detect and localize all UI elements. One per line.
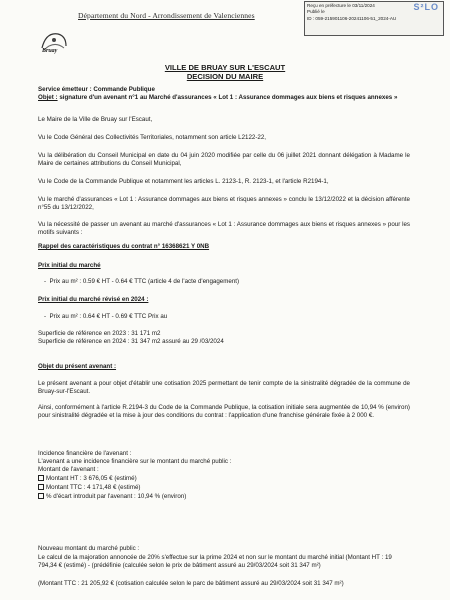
objet-line xyxy=(38,94,410,102)
objet-avenant-p1: Le présent avenant a pour objet d'établir une cotisation 2025 permettant de tenir compte de la sinistralité dégradée de la commune de Bruay-sur-l'Escaut. xyxy=(38,380,410,396)
objet-avenant-p2: Ainsi, conformément à l'article R.2194-3 du Code de la Commande Publique, la cotisation initiale sera augmentée de 10,94 % (environ) pour sinistralité dégradée et la mise à jour des conditions du contrat : l'application d'une franchise générale fixée à 2 000 €. xyxy=(38,404,410,420)
prefecture-stamp xyxy=(304,1,444,36)
superficie-2023: Superficie de référence en 2023 : 31 171 m2 xyxy=(38,330,161,337)
vu-4: Vu le marché d'assurances « Lot 1 : Assurance dommages aux biens et risques annexes » conclu le 13/12/2022 et la décision afférente n°55 du 13/12/2022, xyxy=(38,196,410,212)
incidence-ht-value: Montant HT : 3 676,05 € (estimé) xyxy=(46,475,137,482)
mayor-intro: Le Maire de la Ville de Bruay sur l'Escaut, xyxy=(38,116,153,123)
vu-3: Vu le Code de la Commande Publique et notamment les articles L. 2123-1, R. 2123-1, et l'article R2194-1, xyxy=(38,178,329,185)
incidence-pct-value: % d'écart introduit par l'avenant : 10,94 % (environ) xyxy=(46,493,187,500)
decision-title: DECISION DU MAIRE xyxy=(186,72,264,81)
service-emitter: Service émetteur : Commande Publique xyxy=(38,86,155,93)
incidence-item-ttc xyxy=(38,484,140,492)
vu-1: Vu le Code Général des Collectivités Territoriales, notamment son article L2122-22, xyxy=(38,134,267,141)
city-title: VILLE DE BRUAY SUR L'ESCAUT xyxy=(164,63,286,72)
checkbox-icon xyxy=(38,493,44,499)
incidence-line2: Montant de l'avenant : xyxy=(38,466,99,473)
prix-revise-heading: Prix initial du marché révisé en 2024 : xyxy=(38,296,149,303)
objet-text: signature d'un avenant n°1 au Marché d'assurances « Lot 1 : Assurance dommages aux biens et risques annexes » xyxy=(59,94,398,101)
prix-revise-value: Prix au m² : 0.64 € HT - 0.69 € TTC Prix au xyxy=(49,313,168,320)
checkbox-icon xyxy=(38,484,44,490)
rappel-heading: Rappel des caractéristiques du contrat n° 16368621 Y 0NB xyxy=(38,243,210,250)
objet-avenant-heading: Objet du présent avenant : xyxy=(38,363,117,370)
stamp-published: Publié le xyxy=(307,9,325,15)
vu-2: Vu la délibération du Conseil Municipal en date du 04 juin 2020 modifiée par celle du 06 juillet 2021 donnant délégation à Madame le Maire de certaines attributions du Conseil Municipal, xyxy=(38,152,410,168)
prix-revise-line: - Prix au m² : 0.64 € HT - 0.69 € TTC Prix au xyxy=(44,313,168,320)
prix-initial-line: - Prix au m² : 0.59 € HT - 0.64 € TTC (article 4 de l'acte d'engagement) xyxy=(44,278,240,285)
logo-text: Bruay xyxy=(42,48,58,54)
stamp-received: Reçu en préfecture le 03/11/2024 xyxy=(307,3,375,8)
objet-label: Objet : xyxy=(38,94,58,101)
incidence-item-pct xyxy=(38,493,186,501)
nouveau-p2: (Montant TTC : 21 205,92 € (cotisation calculée selon le parc de bâtiment assuré au 29/03/2024 soit 31 347 m²) xyxy=(38,580,344,587)
city-logo-icon xyxy=(36,28,72,62)
vu-5: Vu la nécessité de passer un avenant au marché d'assurances « Lot 1 : Assurance dommages aux biens et risques annexes » pour les motifs suivants : xyxy=(38,221,410,237)
incidence-ttc-value: Montant TTC : 4 171,48 € (estimé) xyxy=(46,484,141,491)
s2low-mark: S²LO xyxy=(413,2,439,12)
incidence-line1: L'avenant a une incidence financière sur le montant du marché public : xyxy=(38,458,232,465)
nouveau-p1: Le calcul de la majoration annoncée de 20% s'effectue sur la prime 2024 et non sur le montant du marché initial (Montant HT : 19 794,34 € (estimé) - (prédéfinie (calculée selon le prix de bâtiment assuré au 29/03/2024 soit 31 347 m²) xyxy=(38,554,392,570)
stamp-id: ID : 059-215901106-20241106-51_2024-AU xyxy=(307,15,397,21)
incidence-heading: Incidence financière de l'avenant : xyxy=(38,450,132,457)
checkbox-icon xyxy=(38,475,44,481)
department-header: Département du Nord - Arrondissement de Valenciennes xyxy=(78,11,255,20)
nouveau-heading: Nouveau montant du marché public : xyxy=(38,545,140,552)
prix-initial-value: Prix au m² : 0.59 € HT - 0.64 € TTC (article 4 de l'acte d'engagement) xyxy=(49,278,240,285)
incidence-item-ht xyxy=(38,475,137,483)
superficie-2024: Superficie de référence en 2024 : 31 347 m2 assuré au 29 /03/2024 xyxy=(38,338,224,345)
prix-initial-heading: Prix initial du marché xyxy=(38,262,101,269)
